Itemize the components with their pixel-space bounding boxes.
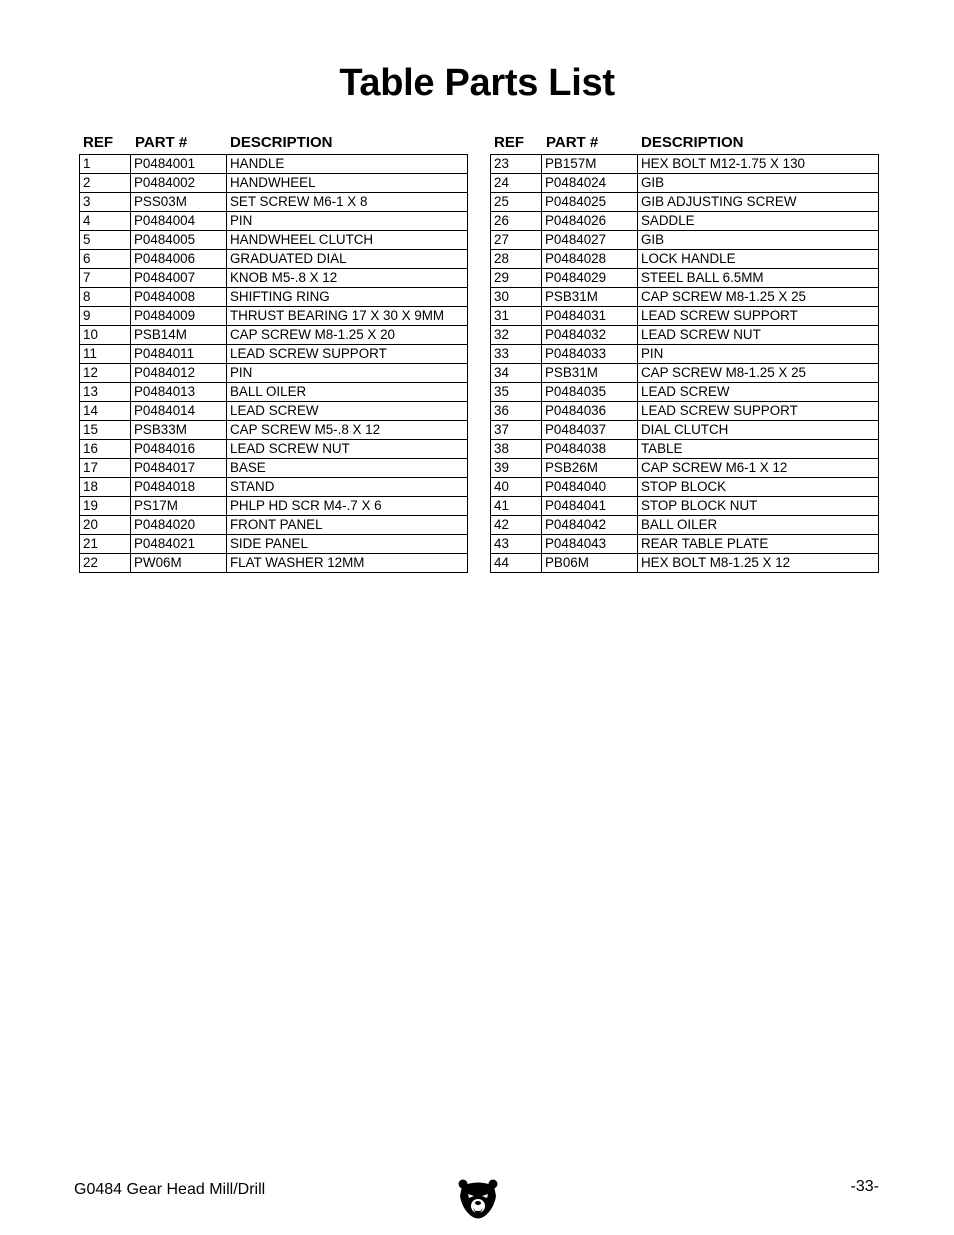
table-row (80, 231, 468, 250)
table-row (80, 440, 468, 459)
cell-ref: 40 (491, 478, 542, 497)
cell-ref: 37 (491, 421, 542, 440)
cell-part-number: P0484004 (131, 212, 227, 231)
table-row (491, 421, 879, 440)
cell-part-number: P0484027 (542, 231, 638, 250)
cell-description: PIN (227, 364, 468, 383)
cell-ref: 33 (491, 345, 542, 364)
cell-part-number: P0484008 (131, 288, 227, 307)
parts-table (79, 154, 468, 573)
cell-description: STOP BLOCK (638, 478, 879, 497)
parts-table-body (80, 155, 468, 573)
cell-part-number: P0484029 (542, 269, 638, 288)
table-row (80, 193, 468, 212)
cell-part-number: P0484035 (542, 383, 638, 402)
cell-part-number: P0484038 (542, 440, 638, 459)
cell-ref: 24 (491, 174, 542, 193)
cell-ref: 15 (80, 421, 131, 440)
cell-part-number: P0484017 (131, 459, 227, 478)
cell-description: BALL OILER (638, 516, 879, 535)
cell-ref: 32 (491, 326, 542, 345)
cell-ref: 22 (80, 554, 131, 573)
table-row (491, 231, 879, 250)
cell-ref: 30 (491, 288, 542, 307)
table-row (491, 459, 879, 478)
cell-ref: 28 (491, 250, 542, 269)
cell-ref: 39 (491, 459, 542, 478)
parts-table-body (491, 155, 879, 573)
cell-ref: 29 (491, 269, 542, 288)
cell-description: TABLE (638, 440, 879, 459)
cell-description: SIDE PANEL (227, 535, 468, 554)
cell-ref: 1 (80, 155, 131, 174)
cell-ref: 5 (80, 231, 131, 250)
cell-description: HEX BOLT M8-1.25 X 12 (638, 554, 879, 573)
cell-part-number: P0484036 (542, 402, 638, 421)
table-row (491, 212, 879, 231)
parts-table (490, 154, 879, 573)
cell-part-number: P0484033 (542, 345, 638, 364)
cell-ref: 14 (80, 402, 131, 421)
cell-part-number: PSB33M (131, 421, 227, 440)
cell-part-number: P0484020 (131, 516, 227, 535)
table-row (80, 364, 468, 383)
cell-part-number: P0484026 (542, 212, 638, 231)
cell-part-number: P0484042 (542, 516, 638, 535)
cell-ref: 4 (80, 212, 131, 231)
table-row (491, 478, 879, 497)
header-ref: REF (83, 134, 113, 151)
cell-ref: 23 (491, 155, 542, 174)
page-number: -33- (850, 1178, 879, 1195)
table-row (80, 459, 468, 478)
parts-table-left (79, 133, 467, 573)
cell-ref: 19 (80, 497, 131, 516)
cell-description: LEAD SCREW (638, 383, 879, 402)
cell-part-number: P0484040 (542, 478, 638, 497)
cell-ref: 41 (491, 497, 542, 516)
cell-part-number: PSB31M (542, 364, 638, 383)
cell-ref: 9 (80, 307, 131, 326)
cell-description: CAP SCREW M8-1.25 X 20 (227, 326, 468, 345)
table-row (491, 307, 879, 326)
cell-description: PIN (227, 212, 468, 231)
cell-description: STAND (227, 478, 468, 497)
table-row (491, 364, 879, 383)
cell-ref: 38 (491, 440, 542, 459)
cell-ref: 34 (491, 364, 542, 383)
table-row (80, 155, 468, 174)
table-row (80, 535, 468, 554)
cell-description: HANDWHEEL (227, 174, 468, 193)
cell-description: GIB (638, 174, 879, 193)
cell-part-number: PW06M (131, 554, 227, 573)
cell-description: CAP SCREW M8-1.25 X 25 (638, 364, 879, 383)
table-row (491, 269, 879, 288)
cell-description: THRUST BEARING 17 X 30 X 9MM (227, 307, 468, 326)
table-row (80, 421, 468, 440)
table-row (80, 516, 468, 535)
cell-part-number: P0484032 (542, 326, 638, 345)
cell-ref: 17 (80, 459, 131, 478)
cell-description: LEAD SCREW SUPPORT (227, 345, 468, 364)
cell-description: DIAL CLUTCH (638, 421, 879, 440)
cell-description: LEAD SCREW SUPPORT (638, 402, 879, 421)
header-description: DESCRIPTION (230, 134, 333, 151)
cell-ref: 18 (80, 478, 131, 497)
cell-ref: 6 (80, 250, 131, 269)
cell-part-number: P0484012 (131, 364, 227, 383)
page-title: Table Parts List (339, 62, 615, 104)
cell-ref: 3 (80, 193, 131, 212)
table-row (491, 250, 879, 269)
cell-ref: 21 (80, 535, 131, 554)
table-row (491, 174, 879, 193)
cell-ref: 25 (491, 193, 542, 212)
cell-part-number: P0484024 (542, 174, 638, 193)
cell-description: LEAD SCREW SUPPORT (638, 307, 879, 326)
cell-part-number: PSB31M (542, 288, 638, 307)
cell-description: SADDLE (638, 212, 879, 231)
header-part-number: PART # (546, 134, 599, 151)
table-row (80, 269, 468, 288)
cell-part-number: PSB26M (542, 459, 638, 478)
table-row (491, 383, 879, 402)
table-row (80, 250, 468, 269)
table-row (491, 345, 879, 364)
table-row (80, 383, 468, 402)
cell-part-number: P0484006 (131, 250, 227, 269)
cell-ref: 26 (491, 212, 542, 231)
parts-table-right (490, 133, 878, 573)
cell-description: HEX BOLT M12-1.75 X 130 (638, 155, 879, 174)
table-row (491, 497, 879, 516)
table-row (80, 307, 468, 326)
cell-part-number: P0484018 (131, 478, 227, 497)
cell-description: SHIFTING RING (227, 288, 468, 307)
cell-description: GIB (638, 231, 879, 250)
cell-ref: 8 (80, 288, 131, 307)
table-row (491, 402, 879, 421)
cell-description: HANDWHEEL CLUTCH (227, 231, 468, 250)
cell-description: GIB ADJUSTING SCREW (638, 193, 879, 212)
cell-part-number: P0484031 (542, 307, 638, 326)
cell-description: REAR TABLE PLATE (638, 535, 879, 554)
cell-description: LEAD SCREW NUT (227, 440, 468, 459)
cell-part-number: PSS03M (131, 193, 227, 212)
cell-part-number: P0484025 (542, 193, 638, 212)
cell-description: HANDLE (227, 155, 468, 174)
cell-description: CAP SCREW M5-.8 X 12 (227, 421, 468, 440)
cell-description: SET SCREW M6-1 X 8 (227, 193, 468, 212)
cell-part-number: P0484043 (542, 535, 638, 554)
table-header (79, 133, 467, 154)
cell-part-number: P0484009 (131, 307, 227, 326)
cell-part-number: P0484021 (131, 535, 227, 554)
header-ref: REF (494, 134, 524, 151)
cell-ref: 44 (491, 554, 542, 573)
cell-description: KNOB M5-.8 X 12 (227, 269, 468, 288)
table-row (80, 478, 468, 497)
cell-part-number: P0484016 (131, 440, 227, 459)
cell-part-number: PS17M (131, 497, 227, 516)
table-header (490, 133, 878, 154)
cell-part-number: P0484007 (131, 269, 227, 288)
table-row (80, 174, 468, 193)
cell-description: LOCK HANDLE (638, 250, 879, 269)
table-row (80, 345, 468, 364)
table-row (80, 497, 468, 516)
cell-part-number: P0484001 (131, 155, 227, 174)
table-row (80, 212, 468, 231)
cell-description: STEEL BALL 6.5MM (638, 269, 879, 288)
cell-part-number: P0484011 (131, 345, 227, 364)
cell-part-number: P0484005 (131, 231, 227, 250)
cell-part-number: P0484014 (131, 402, 227, 421)
cell-ref: 2 (80, 174, 131, 193)
cell-ref: 42 (491, 516, 542, 535)
cell-part-number: PB157M (542, 155, 638, 174)
table-row (491, 155, 879, 174)
cell-description: STOP BLOCK NUT (638, 497, 879, 516)
table-row (491, 193, 879, 212)
table-row (80, 402, 468, 421)
cell-part-number: P0484028 (542, 250, 638, 269)
cell-description: PHLP HD SCR M4-.7 X 6 (227, 497, 468, 516)
cell-ref: 27 (491, 231, 542, 250)
header-part-number: PART # (135, 134, 188, 151)
cell-description: LEAD SCREW NUT (638, 326, 879, 345)
cell-description: FRONT PANEL (227, 516, 468, 535)
bear-head-icon (458, 1178, 498, 1222)
cell-ref: 7 (80, 269, 131, 288)
table-row (491, 554, 879, 573)
table-row (80, 288, 468, 307)
table-row (80, 326, 468, 345)
cell-part-number: P0484041 (542, 497, 638, 516)
cell-ref: 12 (80, 364, 131, 383)
cell-part-number: P0484002 (131, 174, 227, 193)
table-row (491, 535, 879, 554)
footer-model-name: G0484 Gear Head Mill/Drill (74, 1181, 266, 1198)
cell-description: CAP SCREW M8-1.25 X 25 (638, 288, 879, 307)
cell-ref: 11 (80, 345, 131, 364)
cell-description: PIN (638, 345, 879, 364)
table-row (491, 516, 879, 535)
cell-part-number: PB06M (542, 554, 638, 573)
cell-ref: 35 (491, 383, 542, 402)
cell-ref: 43 (491, 535, 542, 554)
cell-part-number: P0484037 (542, 421, 638, 440)
cell-description: FLAT WASHER 12MM (227, 554, 468, 573)
cell-ref: 10 (80, 326, 131, 345)
header-description: DESCRIPTION (641, 134, 744, 151)
cell-description: CAP SCREW M6-1 X 12 (638, 459, 879, 478)
cell-description: BASE (227, 459, 468, 478)
cell-description: GRADUATED DIAL (227, 250, 468, 269)
cell-ref: 36 (491, 402, 542, 421)
cell-description: BALL OILER (227, 383, 468, 402)
table-row (491, 326, 879, 345)
cell-part-number: P0484013 (131, 383, 227, 402)
cell-ref: 13 (80, 383, 131, 402)
table-row (491, 288, 879, 307)
table-row (80, 554, 468, 573)
table-row (491, 440, 879, 459)
cell-part-number: PSB14M (131, 326, 227, 345)
cell-ref: 20 (80, 516, 131, 535)
cell-ref: 31 (491, 307, 542, 326)
cell-description: LEAD SCREW (227, 402, 468, 421)
cell-ref: 16 (80, 440, 131, 459)
